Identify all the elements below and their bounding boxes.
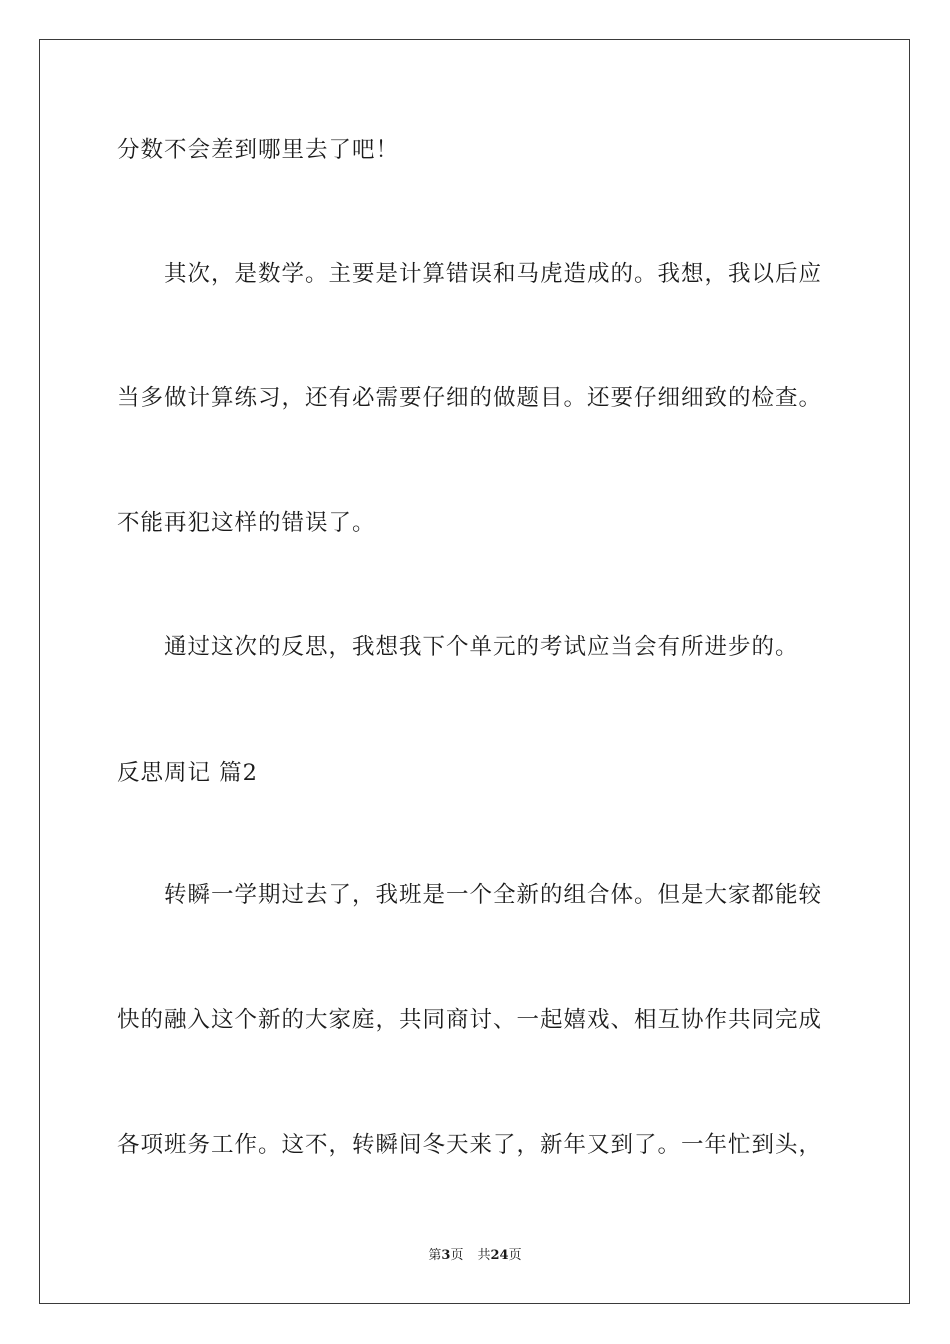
text-line: 当多做计算练习，还有必需要仔细的做题目。还要仔细细致的检查。 [117,385,823,411]
section-heading: 反思周记 篇2 [117,760,258,786]
page-footer [0,1246,950,1266]
total-label-suffix: 页 [508,1248,522,1263]
text-line: 快的融入这个新的大家庭，共同商讨、一起嬉戏、相互协作共同完成 [117,1007,823,1033]
page-number: 3 [441,1248,451,1263]
page-label-suffix: 页 [450,1248,464,1263]
text-line: 各项班务工作。这不，转瞬间冬天来了，新年又到了。一年忙到头， [117,1132,823,1158]
total-label-prefix: 共 [477,1248,491,1263]
text-line: 通过这次的反思，我想我下个单元的考试应当会有所进步的。 [164,634,799,660]
text-line: 其次，是数学。主要是计算错误和马虎造成的。我想，我以后应 [164,261,823,287]
text-line: 不能再犯这样的错误了。 [117,510,376,536]
text-line: 转瞬一学期过去了，我班是一个全新的组合体。但是大家都能较 [164,882,823,908]
page-border [39,39,910,1304]
page-label-prefix: 第 [428,1248,442,1263]
text-line: 分数不会差到哪里去了吧！ [117,137,400,163]
total-pages: 24 [490,1248,509,1263]
